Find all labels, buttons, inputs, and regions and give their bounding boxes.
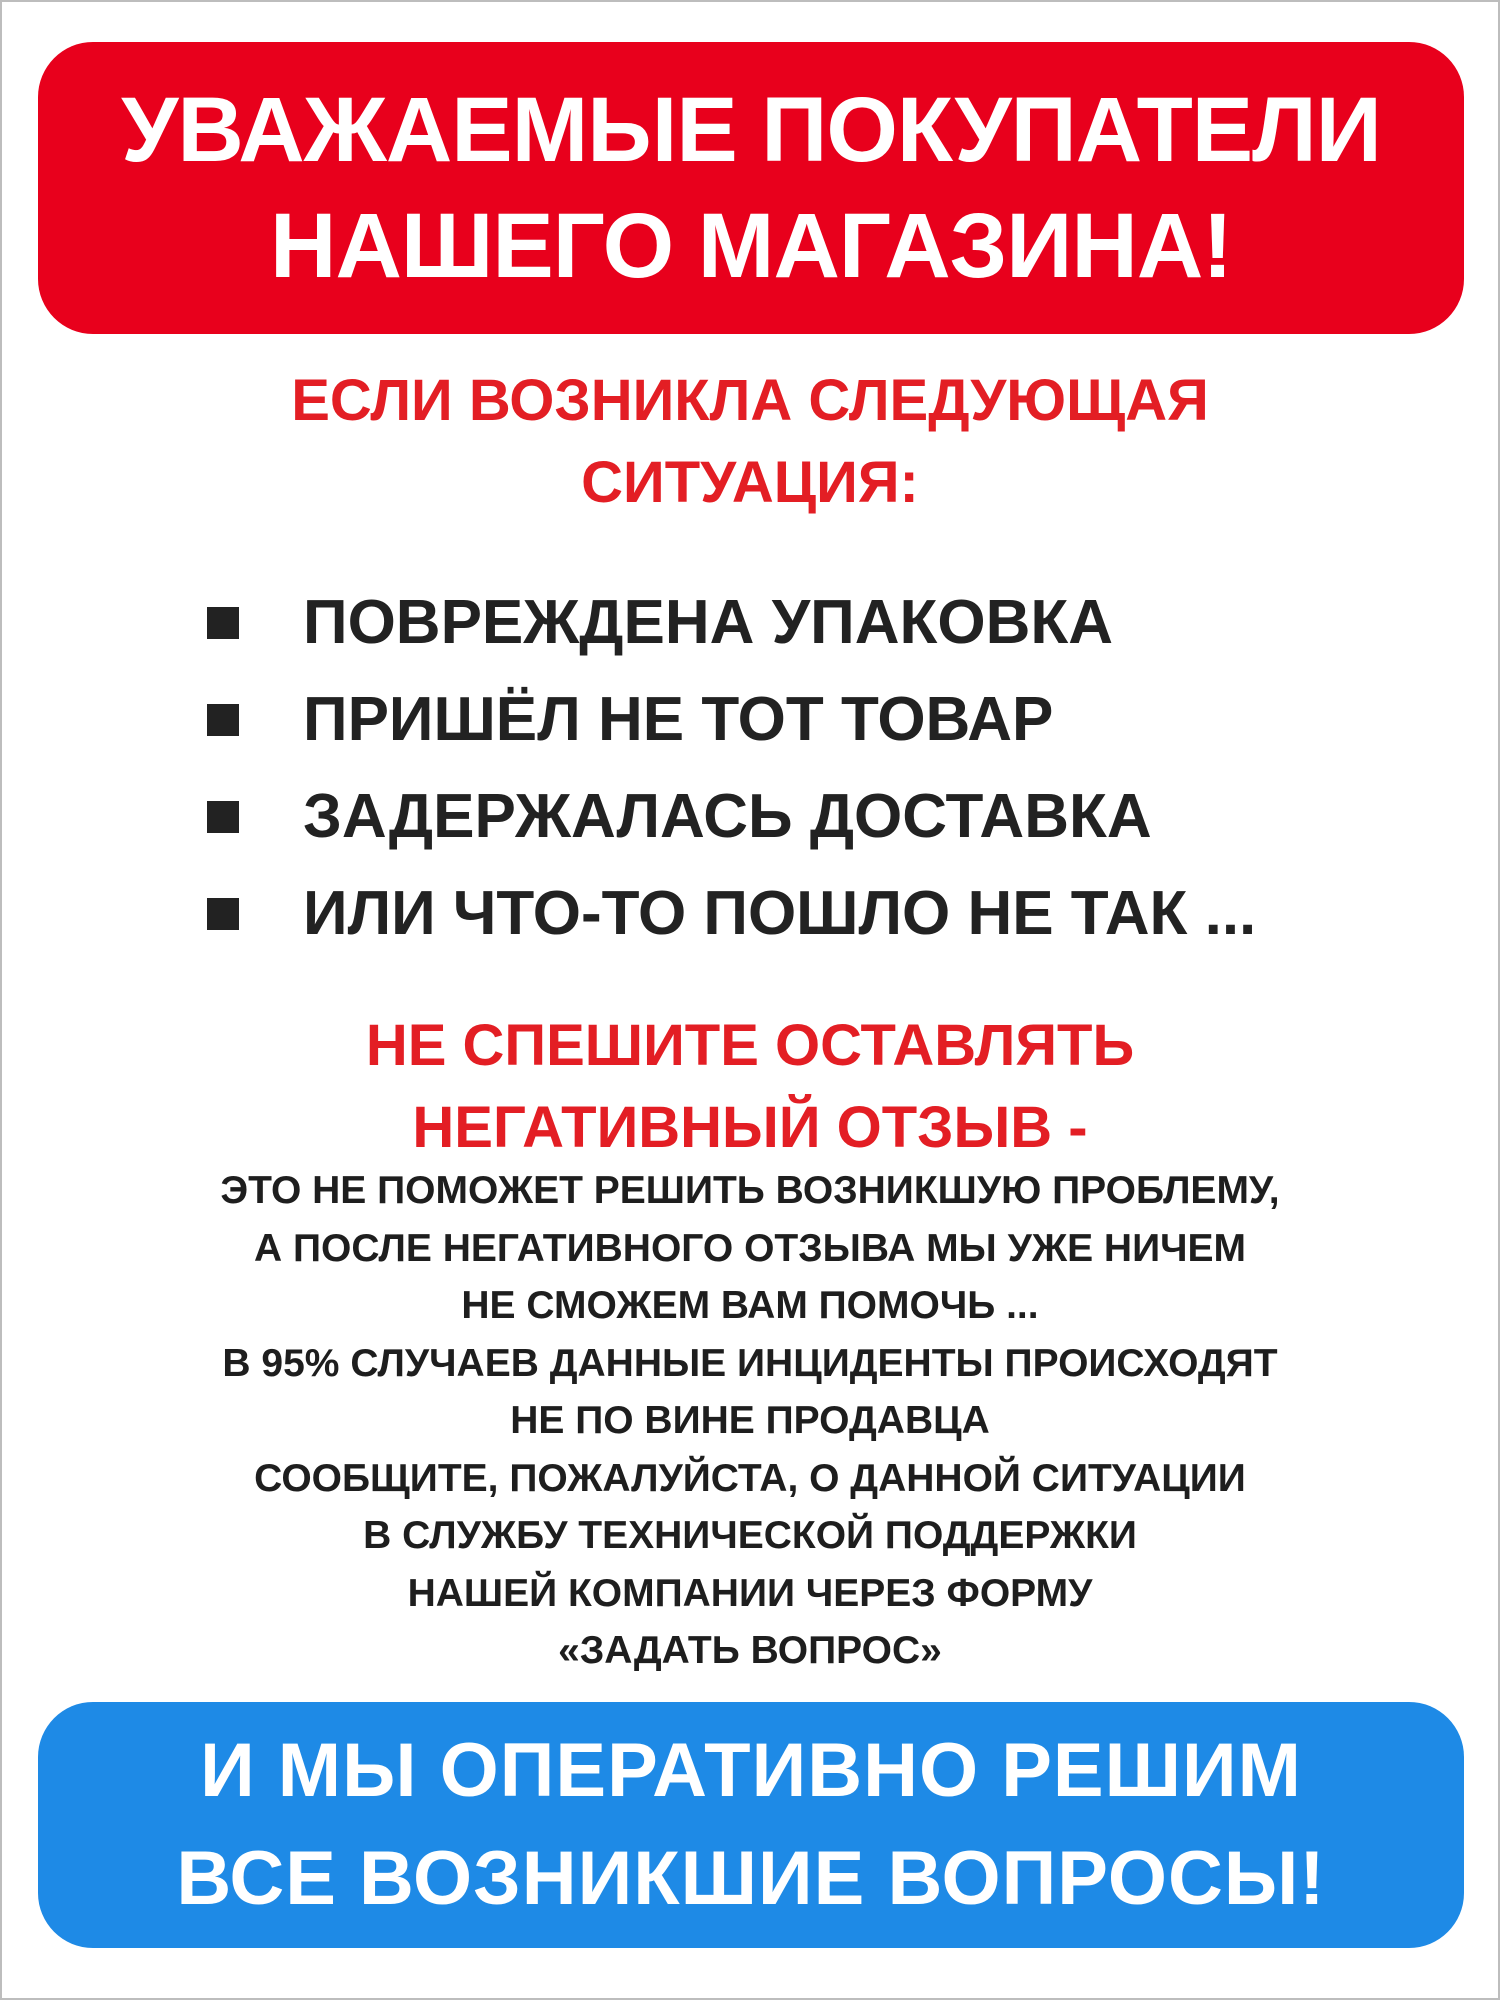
list-item <box>207 671 1256 768</box>
square-bullet-icon <box>207 704 239 736</box>
list-item-label: ПОВРЕЖДЕНА УПАКОВКА <box>303 588 1113 657</box>
body-line: «ЗАДАТЬ ВОПРОС» <box>558 1629 942 1672</box>
situation-heading <box>2 360 1498 524</box>
header-banner <box>38 42 1464 334</box>
situation-list <box>207 574 1256 962</box>
body-line: В СЛУЖБУ ТЕХНИЧЕСКОЙ ПОДДЕРЖКИ <box>363 1514 1137 1557</box>
situation-heading-line-1: ЕСЛИ ВОЗНИКЛА СЛЕДУЮЩАЯ <box>291 368 1209 433</box>
body-line: СООБЩИТЕ, ПОЖАЛУЙСТА, О ДАННОЙ СИТУАЦИИ <box>254 1456 1246 1500</box>
list-item <box>207 865 1256 962</box>
header-line-1: УВАЖАЕМЫЕ ПОКУПАТЕЛИ <box>121 79 1381 181</box>
body-line: В 95% СЛУЧАЕВ ДАННЫЕ ИНЦИДЕНТЫ ПРОИСХОДЯТ <box>222 1341 1278 1385</box>
header-line-2: НАШЕГО МАГАЗИНА! <box>270 195 1232 297</box>
list-item-label: ИЛИ ЧТО-ТО ПОШЛО НЕ ТАК ... <box>303 879 1257 948</box>
warning-heading-line-2: НЕГАТИВНЫЙ ОТЗЫВ - <box>412 1095 1088 1160</box>
footer-line-2: ВСЕ ВОЗНИКШИЕ ВОПРОСЫ! <box>176 1836 1326 1921</box>
body-line: НАШЕЙ КОМПАНИИ ЧЕРЕЗ ФОРМУ <box>407 1571 1093 1615</box>
list-item-label: ЗАДЕРЖАЛАСЬ ДОСТАВКА <box>303 782 1152 851</box>
body-line: НЕ ПО ВИНЕ ПРОДАВЦА <box>510 1399 990 1442</box>
list-item-label: ПРИШЁЛ НЕ ТОТ ТОВАР <box>303 685 1054 754</box>
list-item <box>207 574 1256 671</box>
situation-heading-line-2: СИТУАЦИЯ: <box>581 450 919 515</box>
warning-heading <box>2 1005 1498 1169</box>
square-bullet-icon <box>207 898 239 930</box>
footer-line-1: И МЫ ОПЕРАТИВНО РЕШИМ <box>200 1728 1302 1813</box>
body-line: НЕ СМОЖЕМ ВАМ ПОМОЧЬ ... <box>461 1284 1039 1327</box>
footer-banner <box>38 1702 1464 1948</box>
explanation-text <box>2 1162 1498 1680</box>
warning-heading-line-1: НЕ СПЕШИТЕ ОСТАВЛЯТЬ <box>365 1013 1135 1078</box>
body-line: ЭТО НЕ ПОМОЖЕТ РЕШИТЬ ВОЗНИКШУЮ ПРОБЛЕМУ, <box>220 1169 1280 1212</box>
body-line: А ПОСЛЕ НЕГАТИВНОГО ОТЗЫВА МЫ УЖЕ НИЧЕМ <box>253 1226 1247 1270</box>
square-bullet-icon <box>207 607 239 639</box>
square-bullet-icon <box>207 801 239 833</box>
list-item <box>207 768 1256 865</box>
